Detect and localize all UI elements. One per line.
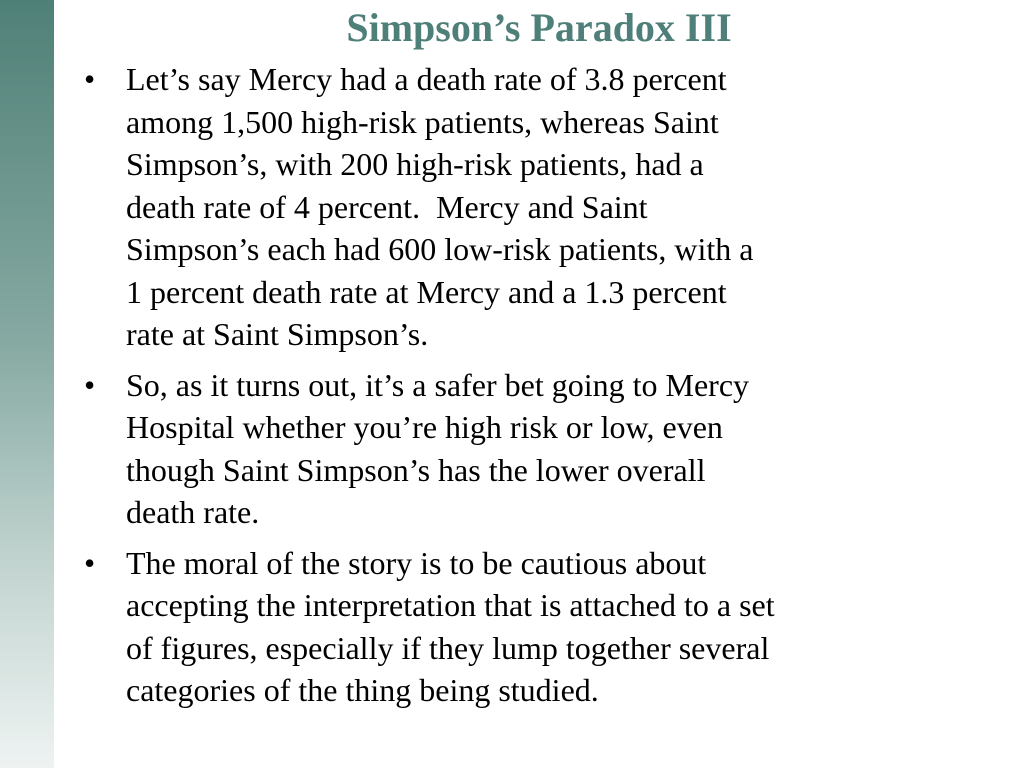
bullet-line: death rate. — [126, 494, 260, 530]
bullet-line: rate at Saint Simpson’s. — [126, 316, 429, 352]
bullet-line: categories of the thing being studied. — [126, 672, 599, 708]
bullet-dot-icon: • — [84, 61, 96, 97]
bullet-line: So, as it turns out, it’s a safer bet going to Mercy — [126, 366, 750, 403]
decorative-side-bar — [0, 0, 54, 768]
bullet-line: Let’s say Mercy had a death rate of 3.8 percent — [126, 61, 727, 97]
bullet-item — [84, 58, 944, 356]
bullet-dot-icon: • — [84, 366, 96, 403]
bullet-line: though Saint Simpson’s has the lower overall — [126, 451, 706, 488]
bullet-dot-icon: • — [84, 544, 96, 581]
bullet-line: The moral of the story is to be cautious about — [126, 544, 707, 581]
bullet-list — [84, 58, 944, 720]
bullet-item — [84, 542, 944, 712]
bullet-line: Simpson’s each had 600 low-risk patients, with a — [126, 231, 754, 267]
bullet-line: Simpson’s, with 200 high-risk patients, had a — [126, 146, 704, 182]
bullet-line: Hospital whether you’re high risk or low, even — [126, 409, 723, 445]
slide-title: Simpson’s Paradox III — [346, 5, 732, 50]
bullet-line: accepting the interpretation that is attached to a set — [126, 587, 775, 623]
bullet-line: death rate of 4 percent. Mercy and Saint — [126, 188, 648, 225]
bullet-line: 1 percent death rate at Mercy and a 1.3 percent — [126, 273, 727, 310]
bullet-item — [84, 364, 944, 534]
bullet-line: of figures, especially if they lump together several — [126, 629, 770, 666]
bullet-line: among 1,500 high-risk patients, whereas Saint — [126, 103, 719, 140]
